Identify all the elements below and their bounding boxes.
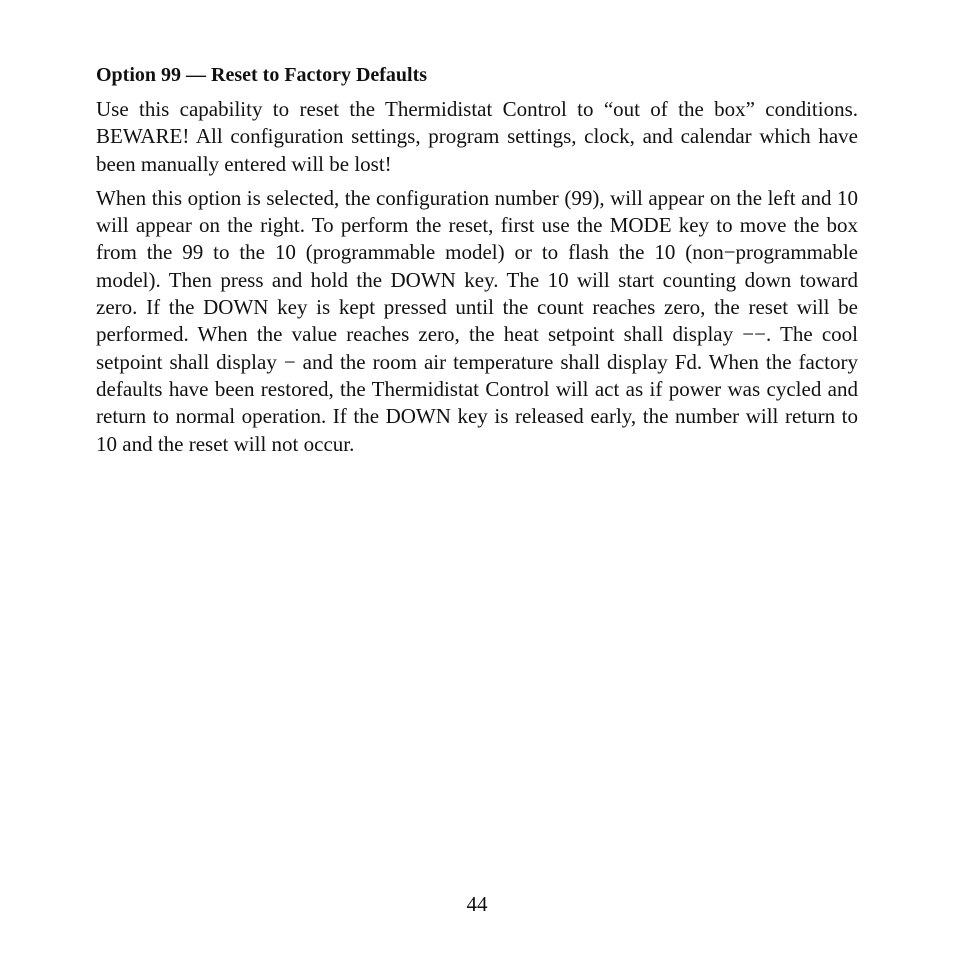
paragraph-warning: Use this capability to reset the Thermidistat Control to “out of the box” conditions. BEWARE! All configuration settings, program settings, clock, and calendar which have been manually entered will be lost!	[96, 97, 858, 176]
page-content	[96, 62, 858, 465]
section-heading: Option 99 — Reset to Factory Defaults	[96, 64, 428, 86]
paragraph-procedure: When this option is selected, the configuration number (99), will appear on the left and 10 will appear on the right. To perform the reset, first use the MODE key to move the box from the 99 to the 10 (programmable model) or to flash the 10 (non−programmable model). Then press and hold the DOWN key. The 10 will start counting down toward zero. If the DOWN key is kept pressed until the count reaches zero, the reset will be performed. When the value reaches zero, the heat setpoint shall display −−. The cool setpoint shall display − and the room air temperature shall display Fd. When the factory defaults have been restored, the Thermidistat Control will act as if power was cycled and return to normal operation. If the DOWN key is released early, the number will return to 10 and the reset will not occur.	[96, 185, 858, 456]
page-number: 44	[466, 892, 488, 916]
